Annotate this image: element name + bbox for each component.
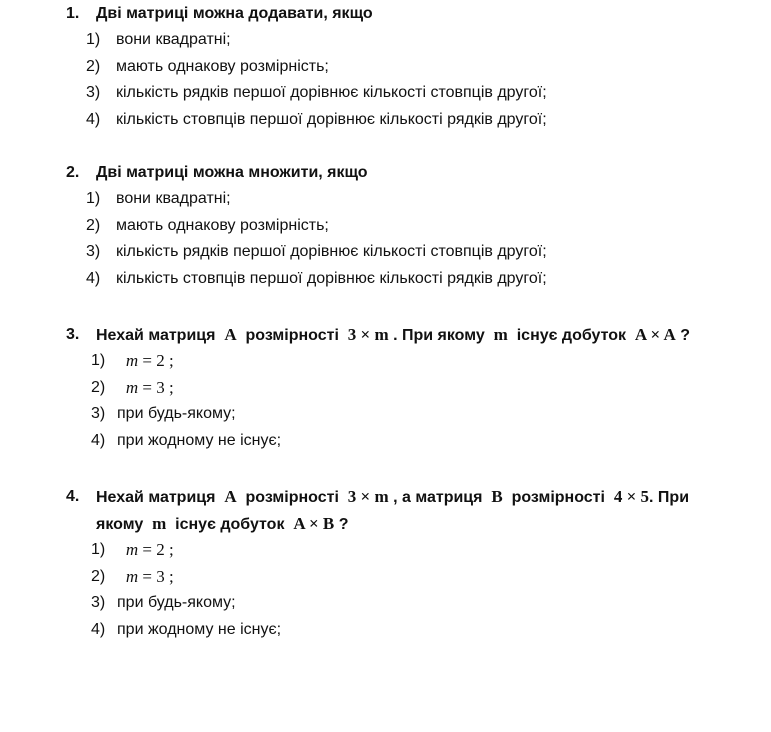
option-formula [117, 564, 174, 592]
question-mark: ? [338, 516, 349, 533]
option-number: 3) [91, 594, 106, 611]
question-text-part: , а матриця [393, 489, 483, 506]
semicolon: ; [164, 377, 174, 397]
option-number: 3) [86, 84, 101, 101]
question-text-part: . При якому [393, 327, 485, 344]
dimension-expression-a: 3 × m [347, 487, 389, 506]
option-formula [117, 375, 174, 403]
equation-value: = 3 [138, 566, 165, 586]
equation-value: = 2 [138, 351, 165, 370]
equation-value: = 3 [138, 377, 165, 397]
question-text [96, 510, 348, 538]
semicolon: ; [164, 351, 174, 370]
question-1 [0, 0, 771, 133]
semicolon: ; [164, 566, 174, 586]
question-text-part: існує добуток [175, 516, 285, 533]
product-expression: A × A [634, 325, 676, 344]
question-text: Дві матриці можна множити, якщо [96, 164, 368, 181]
option-4 [0, 428, 771, 455]
question-4-heading-line-1 [0, 483, 771, 510]
variable-m-symbol: m [493, 325, 508, 344]
variable-m: m [125, 351, 139, 370]
option-text: мають однакову розмірність; [116, 216, 329, 234]
option-2 [0, 213, 771, 240]
option-number: 4) [86, 110, 101, 128]
question-number: 3. [66, 326, 80, 343]
question-4 [0, 483, 771, 643]
option-text: вони квадратні; [116, 190, 231, 207]
option-number: 2) [91, 378, 106, 396]
question-2-heading [0, 159, 771, 186]
option-text: при будь-якому; [117, 405, 236, 422]
question-text-part: Нехай матриця [96, 489, 216, 506]
option-1 [0, 537, 771, 564]
matrix-a-symbol: A [224, 487, 237, 506]
semicolon: ; [164, 540, 174, 559]
option-number: 2) [86, 216, 101, 234]
equation-value: = 2 [138, 540, 165, 559]
option-3 [0, 590, 771, 617]
question-number: 1. [66, 5, 80, 22]
option-2 [0, 375, 771, 402]
question-text-part: існує добуток [516, 327, 627, 344]
option-number: 1) [86, 190, 101, 207]
option-number: 4) [86, 269, 101, 287]
question-number: 4. [66, 488, 80, 505]
option-2 [0, 54, 771, 81]
dimension-expression-b: 4 × 5 [613, 487, 650, 506]
option-number: 3) [86, 243, 101, 260]
option-number: 4) [91, 620, 106, 638]
option-3 [0, 80, 771, 107]
option-formula [117, 537, 174, 565]
question-text-part: розмірності [511, 489, 605, 506]
option-text: кількість рядків першої дорівнює кількості стовпців другої; [116, 84, 547, 101]
option-text: кількість рядків першої дорівнює кількості стовпців другої; [116, 243, 547, 260]
option-1 [0, 348, 771, 375]
question-text: Дві матриці можна додавати, якщо [96, 5, 373, 22]
question-4-heading-line-2 [0, 510, 771, 537]
option-4 [0, 266, 771, 293]
variable-m: m [125, 566, 139, 586]
question-text-part: розмірності [245, 327, 339, 344]
option-3 [0, 401, 771, 428]
option-number: 1) [86, 31, 101, 48]
question-text [96, 321, 690, 349]
matrix-a-symbol: A [224, 325, 237, 344]
option-text: кількість стовпців першої дорівнює кількості рядків другої; [116, 110, 547, 128]
variable-m-symbol: m [152, 514, 167, 533]
variable-m: m [125, 377, 139, 397]
product-expression: A × B [293, 514, 335, 533]
question-text-part: розмірності [245, 489, 339, 506]
question-3-heading [0, 321, 771, 348]
option-number: 3) [91, 405, 106, 422]
question-text [96, 483, 689, 511]
matrix-b-symbol: B [491, 487, 503, 506]
option-text: при жодному не існує; [117, 620, 282, 638]
question-text-part: якому [96, 516, 144, 533]
question-3 [0, 321, 771, 454]
question-text-part: . При [649, 489, 690, 506]
option-text: мають однакову розмірність; [116, 57, 329, 75]
dimension-expression: 3 × m [347, 325, 389, 344]
question-1-heading [0, 0, 771, 27]
option-number: 2) [91, 567, 106, 585]
option-number: 2) [86, 57, 101, 75]
question-number: 2. [66, 164, 80, 181]
option-number: 1) [91, 541, 106, 558]
option-4 [0, 617, 771, 644]
question-mark: ? [680, 327, 691, 344]
question-text-part: Нехай матриця [96, 327, 216, 344]
option-3 [0, 239, 771, 266]
variable-m: m [125, 540, 139, 559]
option-formula [117, 348, 174, 376]
option-text: кількість стовпців першої дорівнює кількості рядків другої; [116, 269, 547, 287]
question-2 [0, 159, 771, 292]
option-1 [0, 27, 771, 54]
option-2 [0, 564, 771, 591]
option-text: при будь-якому; [117, 594, 236, 611]
option-4 [0, 107, 771, 134]
option-number: 4) [91, 431, 106, 449]
option-text: вони квадратні; [116, 31, 231, 48]
option-number: 1) [91, 352, 106, 369]
option-text: при жодному не існує; [117, 431, 282, 449]
option-1 [0, 186, 771, 213]
